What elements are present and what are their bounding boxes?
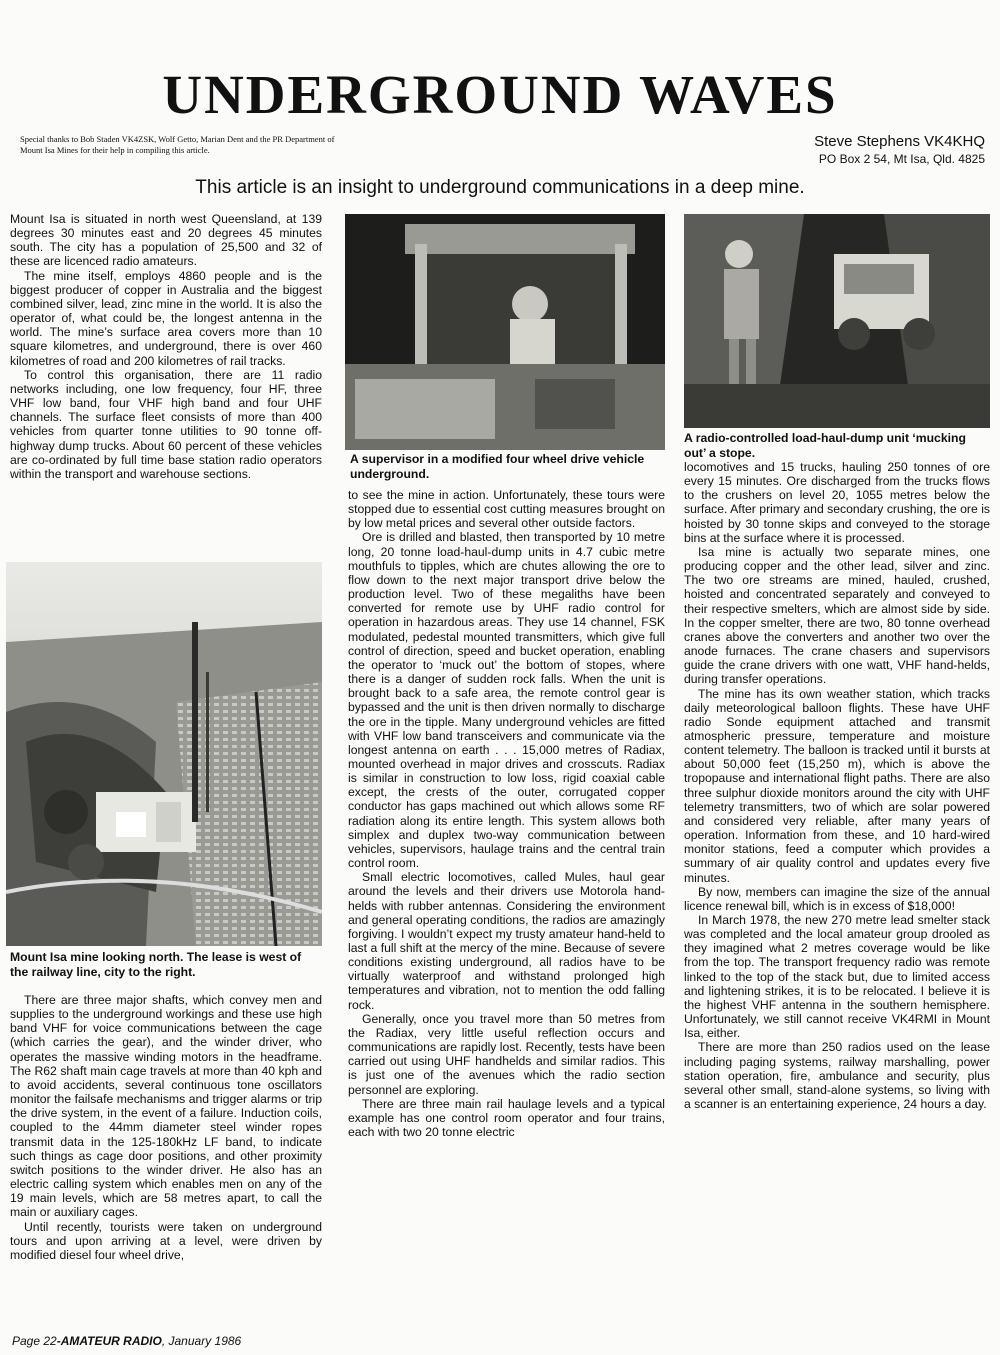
paragraph: By now, members can imagine the size of the annual licence renewal bill, which is in excess of $18,000! — [684, 884, 990, 913]
paragraph: There are three major shafts, which convey men and supplies to the underground workings and these use high band VHF for voice communications between the cage (which carries the gear), and the winder driver, who operates the massive winding motors in the headframe. The R62 shaft main cage travels at more than 40 kph and to avoid accidents, several continuous tone oscillators monitor the failsafe mechanisms and trigger alarms or trip the drive system, in the event of a failure. Induction coils, coupled to the 44mm diameter steel winder ropes transmit data in the 125-180kHz LF band, to indicate such things as cage door positions, and other proximity switch positions to the winder driver. He also has an electric calling system which enables men on any of the 19 main levels, which are 58 metres apart, to call the main or auxiliary cages. — [10, 993, 322, 1220]
aerial-mine-photo — [6, 562, 322, 946]
paragraph: To control this organisation, there are 11 radio networks including, one low frequency, four HF, three VHF low band, four VHF high band and four UHF channels. The surface fleet consists of more than 400 vehicles from quarter tonne utilities to 90 tonne off-highway dump trucks. About 60 percent of these vehicles are co-ordinated by full time base station radio operators within the transport and warehouse sections. — [10, 367, 322, 481]
article-title: UNDERGROUND WAVES — [162, 64, 838, 125]
page-number: Page 22 — [12, 1334, 57, 1348]
article-subtitle: This article is an insight to underground communications in a deep mine. — [195, 177, 805, 198]
column-3 — [684, 460, 990, 1111]
paragraph: Ore is drilled and blasted, then transported by 10 metre long, 20 tonne load-haul-dump units in 4.7 cubic metre mouthfuls to tipples, which are chutes allowing the ore to flow down to the next major transport drive below the production level. Two of these megaliths have been converted for remote use by UHF radio control for operation in hazardous areas. They use 14 channel, FSK modulated, pedestal mounted transmitters, which give full control of direction, speed and bucket operation, enabling the operator to ‘muck out’ the bottom of stopes, where there is a danger of sudden rock falls. When the unit is brought back to a safe area, the remote control gear is bypassed and the unit is then driven normally to discharge the ore in the tipple. Many underground vehicles are fitted with VHF low band transceivers and communicate via the longest antenna on earth . . . 15,000 metres of Radiax, mounted overhead in major drives and crosscuts. Radiax is similar in construction to low loss, rigid coaxial cable except, the crests of the outer, corrugated copper conductor has gaps machined out which allows some RF radiation along its entire length. This system allows both simplex and duplex two-way communication between vehicles, supervisors, haulage trains and the central train control room. — [348, 530, 665, 871]
column-1-top — [10, 212, 322, 481]
author-address: PO Box 2 54, Mt Isa, Qld. 4825 — [818, 152, 985, 166]
page-footer — [12, 1334, 241, 1348]
paragraph: locomotives and 15 trucks, hauling 250 tonnes of ore every 15 minutes. Ore discharged from the trucks flows to the crushers on level 20, 1055 metres below the surface. After primary and secondary crushing, the ore is hoisted by 30 tonne skips and conveyed to the storage bins at the surface where it is processed. — [684, 460, 990, 545]
paragraph: Mount Isa is situated in north west Queensland, at 139 degrees 30 minutes east and 20 degrees 45 minutes south. The city has a population of 25,500 and 32 of these are licenced radio amateurs. — [10, 212, 322, 269]
acknowledgement-note: Special thanks to Bob Staden VK4ZSK, Wolf Getto, Marian Dent and the PR Department of Mount Isa Mines for their help in compiling this article. — [20, 134, 335, 155]
caption-aerial-photo: Mount Isa mine looking north. The lease is west of the railway line, city to the right. — [10, 950, 302, 979]
paragraph: Isa mine is actually two separate mines, one producing copper and the other lead, silver and zinc. The two ore streams are mined, hauled, crushed, hoisted and concentrated separately and conveyed to their respective smelters, which are almost side by side. In the copper smelter, there are two, 80 tonne overhead cranes above the converters and another two over the anode furnaces. The crane chasers and supervisors guide the crane drivers with one watt, VHF hand-helds, during transfer operations. — [684, 544, 990, 687]
column-2 — [348, 488, 665, 1139]
column-1-bottom — [10, 993, 322, 1262]
author-name: Steve Stephens VK4KHQ — [814, 133, 985, 150]
paragraph: The mine itself, employs 4860 people and is the biggest producer of copper in Australia and the biggest combined silver, lead, zinc mine in the world. It is also the operator of, what could be, the longest antenna in the world. The mine’s surface area covers more than 10 square kilometres, and underground, there is over 460 kilometres of road and 200 kilometres of rail tracks. — [10, 268, 322, 368]
load-haul-dump-photo — [684, 214, 990, 428]
magazine-name: -AMATEUR RADIO — [56, 1334, 162, 1348]
paragraph: to see the mine in action. Unfortunately, these tours were stopped due to essential cost cutting measures brought on by low metal prices and several other outside factors. — [348, 488, 665, 531]
issue-date: , January 1986 — [161, 1334, 242, 1348]
caption-vehicle-photo: A supervisor in a modified four wheel drive vehicle underground. — [350, 452, 645, 481]
paragraph: The mine has its own weather station, which tracks daily meteorological balloon flights. These have UHF radio Sonde equipment attached and transmit atmospheric pressure, temperature and moisture content telemetry. The balloon is tracked until it bursts at about 50,000 feet (15,250 m), which is above the tropopause and international flight paths. There are also three sulphur dioxide monitors around the city with UHF telemetry transmitters, two of which are solar powered and considered very reliable, after many years of operation. Information from these, and 10 hard-wired monitor stations, feed a computer which provides a summary of air quality control and updates every five minutes. — [684, 686, 990, 885]
caption-lhd-photo: A radio-controlled load-haul-dump unit ‘mucking out’ a stope. — [684, 431, 966, 460]
paragraph: There are three main rail haulage levels and a typical example has one control room operator and four trains, each with two 20 tonne electric — [348, 1096, 665, 1140]
paragraph: In March 1978, the new 270 metre lead smelter stack was completed and the local amateur group drooled as they imagined what 2 metres coverage would be like from the top. The transport frequency radio was remote linked to the top of the stack but, due to limited access and lightening strikes, it is to be relocated. I believe it is the highest VHF antenna in the southern hemisphere. Unfortunately, we still cannot receive VK4RMI in Mount Isa, either. — [684, 913, 990, 1041]
paragraph: Until recently, tourists were taken on underground tours and upon arriving at a level, were driven by modified diesel four wheel drive, — [10, 1219, 322, 1262]
author-block — [814, 132, 985, 167]
paragraph: Generally, once you travel more than 50 metres from the Radiax, very little useful reflection occurs and communications are rapidly lost. Recently, tests have been carried out using UHF handhelds and similar radios. This is just one of the avenues which the radio section personnel are exploring. — [348, 1011, 665, 1097]
supervisor-vehicle-photo — [345, 214, 665, 450]
paragraph: Small electric locomotives, called Mules, haul gear around the levels and their drivers use Motorola hand-helds with rubber antennas. Considering the environment and general operating conditions, the radios are amazingly forgiving. I wouldn’t expect my trusty amateur hand-held to last a full shift at the mercy of the mine. Because of severe conditions existing underground, all radios have to be virtually waterproof and withstand prolonged high temperatures and vibration, not to mention the odd falling rock. — [348, 870, 665, 1012]
paragraph: There are more than 250 radios used on the lease including paging systems, railway marshalling, power station operation, fire, ambulance and security, plus several other small, stand-alone systems, so living with a scanner is an entertaining experience, 24 hours a day. — [684, 1040, 990, 1112]
